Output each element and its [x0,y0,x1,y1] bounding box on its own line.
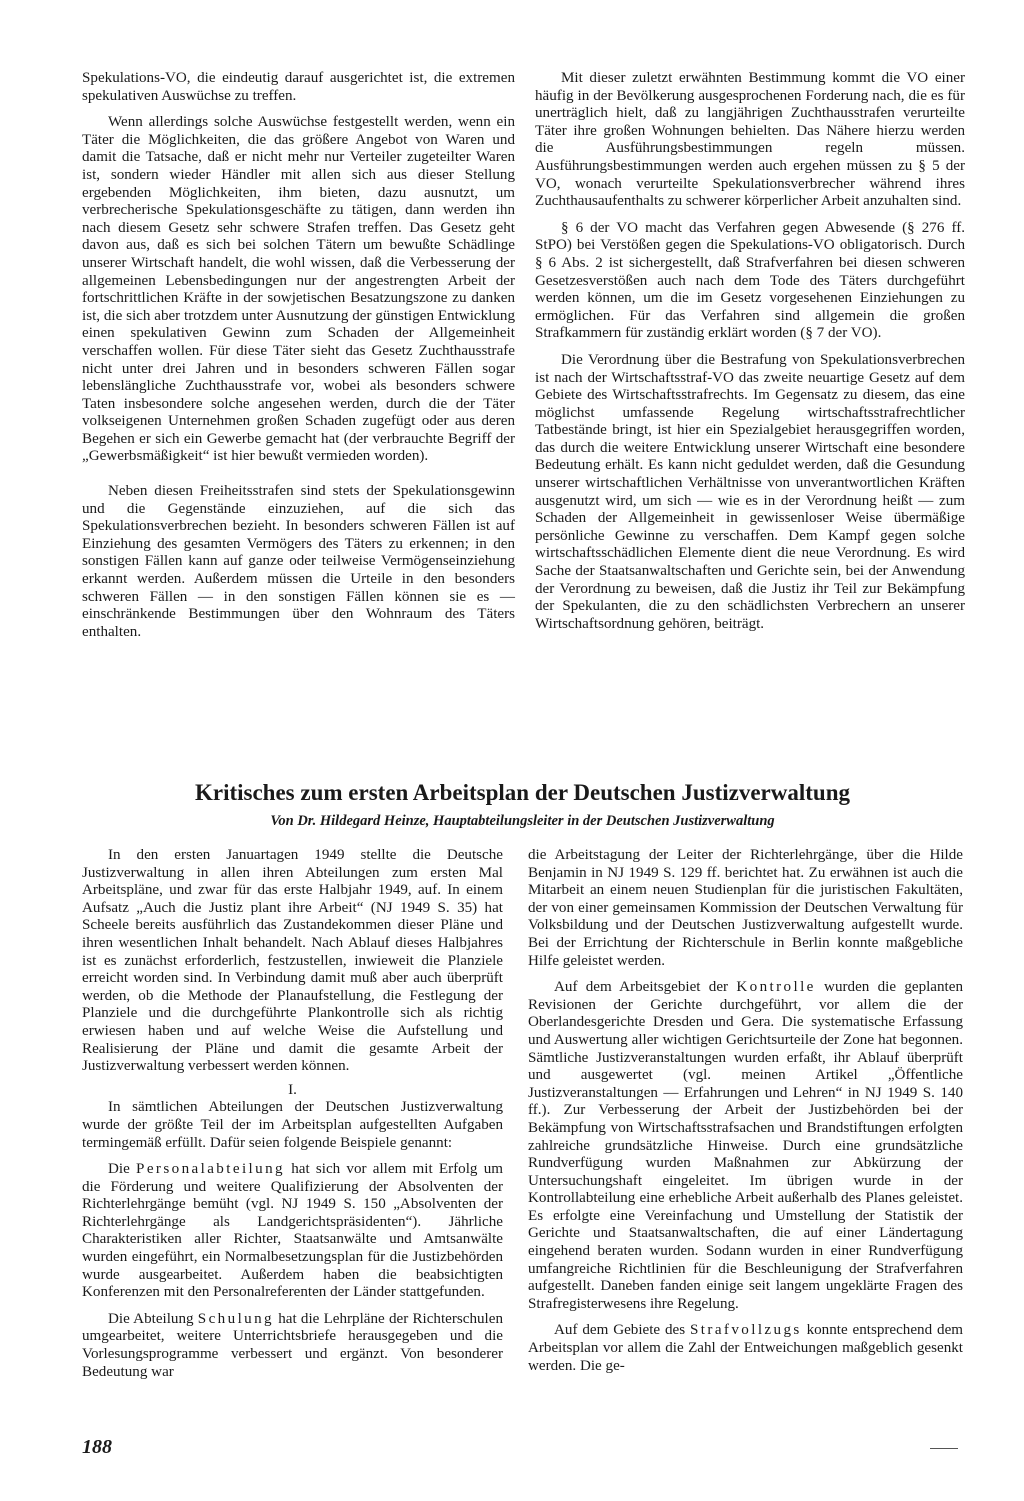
paragraph: In sämtlichen Abteilungen der Deutschen Justizverwaltung wurde der größte Teil der im Arbeitsplan aufgestellten Aufgaben termingemäß erfüllt. Dafür seien folgende Beispiele genannt: [82,1099,503,1151]
paragraph: § 6 der VO macht das Verfahren gegen Abwesende (§ 276 ff. StPO) bei Verstößen gegen die Spekulations-VO obligatorisch. Durch § 6 Abs. 2 ist sichergestellt, daß Strafverfahren bei diesen schweren Gesetzesverstößen auch nach dem Tode des Täters durchgeführt werden können, um die im Gesetz vorgesehenen Einziehungen zu ermöglichen. Für das Verfahren sind allgemein die großen Strafkammern für zuständig erklärt worden (§ 7 der VO). [535,219,965,342]
article-byline: Von Dr. Hildegard Heinze, Hauptabteilungsleiter in der Deutschen Justizverwaltung [270,813,775,829]
footer-rule [930,1448,958,1449]
department-name: Schulung [197,1310,275,1327]
paragraph: die Arbeitstagung der Leiter der Richterlehrgänge, über die Hilde Benjamin in NJ 1949 S. 129 ff. berichtet hat. Zu erwähnen ist auch die Mitarbeit an einem neuen Studienplan für die juristischen Fakultäten, der von einer gemeinsamen Kommission der Deutschen Verwaltung für Volksbildung und der Deutschen Justizverwaltung aufgestellt wurde. Bei der Errichtung der Richterschule in Berlin konnte maßgebliche Hilfe geleistet werden. [528,847,963,969]
paragraph: Die Verordnung über die Bestrafung von Spekulationsverbrechen ist nach der Wirtschaftsstraf-VO das zweite neuartige Gesetz auf dem Gebiete des Wirtschaftsstrafrechts. Im Gegensatz zu diesem, das eine möglichst umfassende Regelung wirtschaftsstrafrechtlicher Tatbestände bringt, ist hier ein Spezialgebiet herausgegriffen worden, das durch die weitere Entwicklung unserer Wirtschaft eine besondere Bedeutung erhält. Es kann nicht geduldet werden, daß die Gesundung unserer wirtschaftlichen Verhältnisse von unverantwortlichen Kräften ausgenutzt wird, um sich — wie es in der Verordnung heißt — zum Schaden der Allgemeinheit in gewissenloser Weise übermäßige persönliche Gewinne zu verschaffen. Dem Kampf gegen solche wirtschaftsschädlichen Elemente dient die neue Verordnung. Es wird Sache der Staatsanwaltschaften und Gerichte sein, bei der Anwendung der Verordnung zu beweisen, daß die Justiz ihr Teil zur Bekämpfung der Spekulanten, die zu den schädlichsten Verbrechern an unserer Wirtschaftsordnung gehören, beiträgt. [535,351,965,632]
paragraph [528,979,963,1313]
section-number: I. [288,1081,297,1098]
department-name: Strafvollzugs [690,1322,802,1339]
paragraph-lead: Auf dem Arbeitsgebiet der [554,979,737,996]
paragraph [82,1161,503,1302]
paragraph-lead: Die [108,1161,137,1178]
paragraph: In den ersten Januartagen 1949 stellte die Deutsche Justizverwaltung in allen ihren Abteilungen zum ersten Mal Arbeitspläne, und zwar für das erste Halbjahr 1949, auf. In einem Aufsatz „Auch die Justiz plant ihre Arbeit“ (NJ 1949 S. 35) hat Scheele bereits ausführlich das Zustandekommen dieser Pläne und ihren wesentlichen Inhalt behandelt. Nach Ablauf dieses Halbjahres ist es zunächst erforderlich, festzustellen, inwieweit die Planziele erreicht worden sind. In Verbindung damit muß aber auch überprüft werden, ob die Methode der Planaufstellung, die Festlegung der Planziele und die durchgeführte Plankontrolle sich als richtig erwiesen haben und auf welche Weise die Aufstellung und Realisierung der Pläne und damit die gesamte Arbeit der Justizverwaltung verbessert werden können. [82,847,503,1075]
paragraph: Mit dieser zuletzt erwähnten Bestimmung kommt die VO einer häufig in der Bevölkerung ausgesprochenen Forderung nach, die es für unerträglich hielt, daß zu langjährigen Zuchthausstrafen verurteilte Täter ihre großen Wohnungen behielten. Das Nähere hierzu werden die Ausführungsbestimmungen regeln müssen. Ausführungsbestimmungen werden auch ergehen müssen zu § 5 der VO, wonach verurteilte Spekulationsverbrecher während ihres Zuchthausaufenthalts zu schwerer körperlicher Arbeit anzuhalten sind. [535,70,965,210]
paragraph-lead: Auf dem Gebiete des [554,1322,690,1339]
column-bottom-right [528,847,963,1375]
department-name: Kontrolle [736,979,816,996]
page-number: 188 [82,1436,112,1458]
paragraph [528,1322,963,1375]
department-name: Personalabteilung [136,1161,285,1178]
paragraph-body: konnte entsprechend dem Arbeitsplan vor allem die Zahl der Entweichungen maßgeblich gesenkt werden. Die ge- [528,1322,964,1374]
column-top-left [82,70,515,641]
column-bottom-left [82,847,503,1381]
article-title: Kritisches zum ersten Arbeitsplan der Deutschen Justizverwaltung [194,780,851,805]
paragraph: Neben diesen Freiheitsstrafen sind stets der Spekulationsgewinn und die Gegenstände einzuziehen, auf die sich das Spekulationsverbrechen bezieht. In besonders schweren Fällen ist auf Einziehung des gesamten Vermögers des Täters zu erkennen; in den sonstigen Fällen kann auf ganze oder teilweise Vermögenseinziehung erkannt werden. Außerdem müssen die Urteile in den besonders schweren Fällen — in den sonstigen Fällen können sie es — einschränkende Bestimmungen über den Wohnraum des Täters enthalten. [82,483,515,640]
paragraph-lead: Die Abteilung [108,1310,198,1327]
paragraph-body: hat die Lehrpläne der Richterschulen umgearbeitet, weitere Unterrichtsbriefe herausgegeben und die Vorlesungsprogramme verbessert und ergänzt. Von besonderer Bedeutung war [82,1310,504,1380]
paragraph: Wenn allerdings solche Auswüchse festgestellt werden, wenn ein Täter die Möglichkeiten, die das größere Angebot von Waren und damit die Tatsache, daß er nicht mehr nur Verteiler zugeteilter Waren ist, sondern wieder Händler mit allen sich aus dieser Stellung ergebenden Möglichkeiten, ihm bieten, dazu ausnutzt, um verbrecherische Spekulationsgeschäfte zu tätigen, dann werden ihn nach diesem Gesetz sehr schwere Strafen treffen. Das Gesetz geht davon aus, daß es sich bei solchen Tätern um bewußte Schädlinge unserer Wirtschaft handelt, die wohl wissen, daß die Verbesserung der allgemeinen Lebensbedingungen nur der angestrengten Arbeit der fortschrittlichen Kräfte in der sowjetischen Besatzungszone zu danken ist, die sich aber trotzdem unter Ausnutzung der günstigen Entwicklung einen spekulativen Gewinn zum Schaden der Allgemeinheit verschaffen wollen. Für diese Täter sieht das Gesetz Zuchthausstrafe nicht unter drei Jahren und in besonders schweren Fällen sogar lebenslängliche Zuchthausstrafe vor, wobei als besonders schwere Taten insbesondere solche angesehen werden, durch die der Täter volkseigenen Unternehmen großen Schaden zugefügt oder aus deren Begehen er sich ein Gewerbe gemacht hat (der verbrauchte Begriff der „Gewerbsmäßigkeit“ ist hier bewußt vermieden worden). [82,114,515,465]
paragraph [82,1311,503,1381]
column-top-right [535,70,965,633]
paragraph: Spekulations-VO, die eindeutig darauf ausgerichtet ist, die extremen spekulativen Auswüchse zu treffen. [82,70,515,104]
paragraph-body: wurden die geplanten Revisionen der Gerichte durchgeführt, vor allem die der Oberlandesgerichte Dresden und Gera. Die systematische Erfassung und Auswertung aller wichtigen Gerichtsurteile der Zone hat begonnen. Sämtliche Justizveranstaltungen wurden erfaßt, ihr Ablauf überprüft und ausgewertet (vgl. meinen Artikel „Öffentliche Justizveranstaltungen — Erfahrungen und Lehren“ in NJ 1949 S. 140 ff.). Zur Verbesserung der Arbeit der Justizbehörden bei der Bekämpfung von Wirtschaftsstrafsachen und Brandstiftungen erfolgten zahlreiche grundsätzliche Hinweise. Durch eine grundsätzliche Rundverfügung wurden Maßnahmen zur Abkürzung der Untersuchungshaft eingeleitet. Im übrigen wurde in der Kontrollabteilung eine erhebliche Arbeit außerhalb des Planes geleistet. Es erfolgte eine Vereinfachung und Umstellung der Statistik der Gerichte und Staatsanwaltschaften, die auf einer Ländertagung eingehend beraten wurden. Sodann wurden in einer Rundverfügung umfangreiche Richtlinien für die Beschleunigung der Strafverfahren aufgestellt. Daneben fanden einige seit langem ungeklärte Fragen des Strafregisterwesens ihre Regelung. [528,979,963,1312]
paragraph-body: hat sich vor allem mit Erfolg um die Förderung und weitere Qualifizierung der Absolventen der Richterlehrgänge bemüht (vgl. NJ 1949 S. 150 „Absolventen der Richterlehrgänge als Landgerichtspräsidenten“). Jährliche Charakteristiken aller Richter, Staatsanwälte und Amtsanwälte wurden eingeführt, ein Normalbesetzungsplan für die Justizbehörden wurde ausgearbeitet. Außerdem haben die beabsichtigten Konferenzen mit den Personalreferenten der Länder stattgefunden. [82,1161,503,1301]
